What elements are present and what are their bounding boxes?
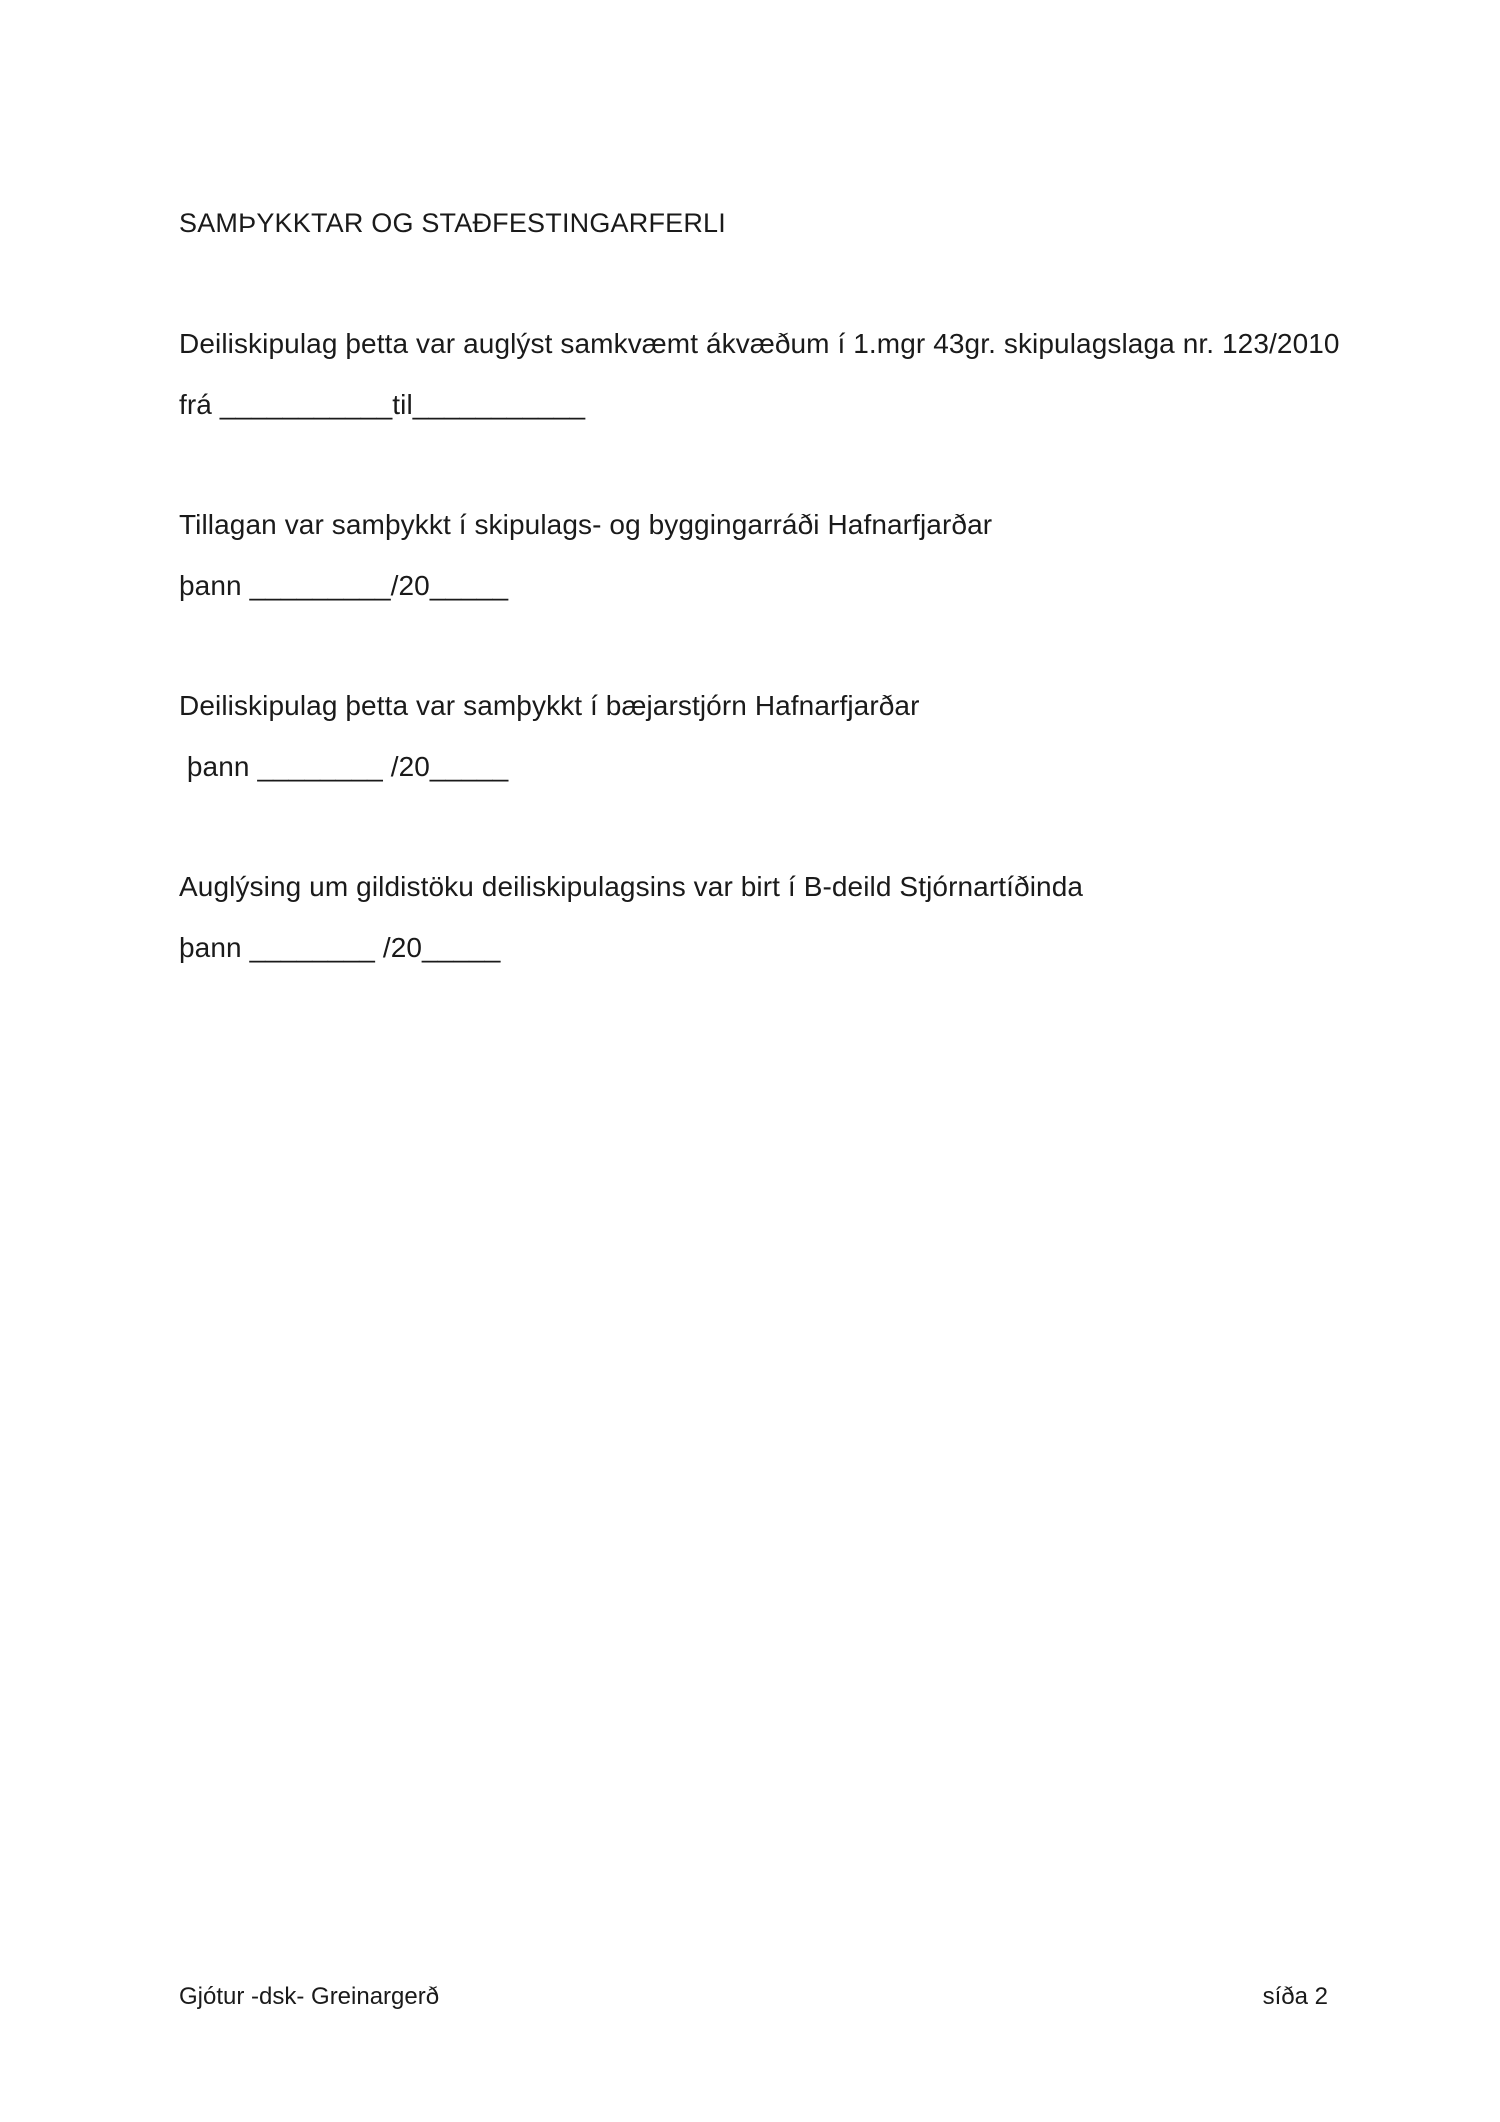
block-2-text: Tillagan var samþykkt í skipulags- og byggingarráði Hafnarfjarðar	[179, 509, 993, 540]
block-4-date-line: þann ________ /20_____	[179, 932, 501, 963]
block-4-text: Auglýsing um gildistöku deiliskipulagsins var birt í B-deild Stjórnartíðinda	[179, 871, 1084, 902]
block-2-date-line: þann _________/20_____	[179, 570, 509, 601]
page-heading: SAMÞYKKTAR OG STAÐFESTINGARFERLI	[179, 208, 726, 238]
footer-page-number: síða 2	[1262, 1983, 1328, 2010]
block-3-date-line: þann ________ /20_____	[179, 751, 509, 782]
footer-document-title: Gjótur -dsk- Greinargerð	[179, 1983, 440, 2010]
block-1-text: Deiliskipulag þetta var auglýst samkvæmt ákvæðum í 1.mgr 43gr. skipulagslaga nr. 123/2010	[179, 328, 1340, 359]
block-3-text: Deiliskipulag þetta var samþykkt í bæjarstjórn Hafnarfjarðar	[179, 690, 920, 721]
block-1-date-line: frá ___________til___________	[179, 389, 586, 420]
